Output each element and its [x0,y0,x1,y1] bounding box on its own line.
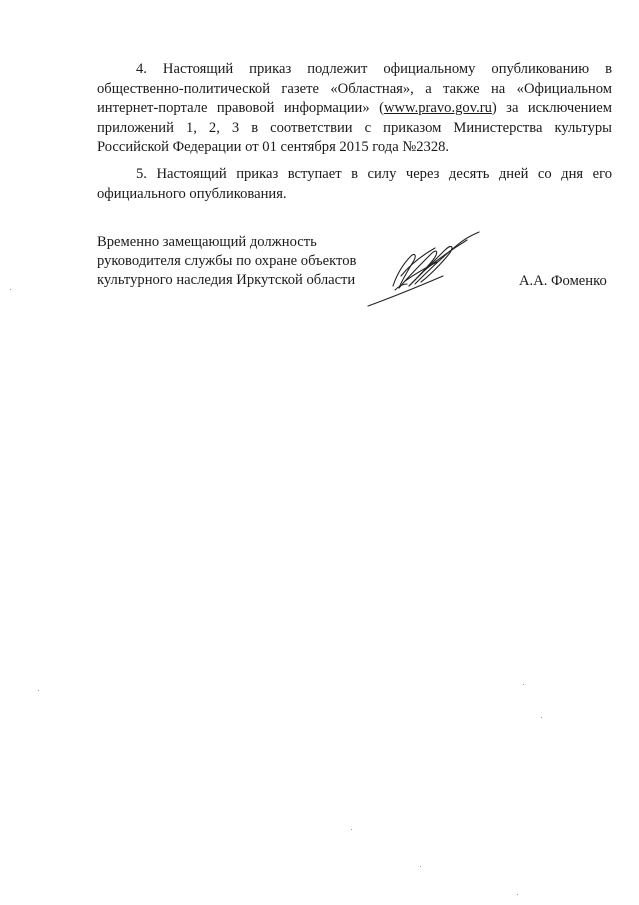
scan-speck [38,690,39,691]
scan-speck [523,684,524,685]
scan-speck [10,289,11,290]
paragraph-4-text-start: 4. Настоящий приказ подлежит официальному опубликованию в общественно-политической газете «Областная», а также на «Официальном интернет-портале правовой информации» ( [97,61,612,117]
signatory-name: А.А. Фоменко [519,273,607,289]
signatory-position [97,233,377,291]
paragraph-5: 5. Настоящий приказ вступает в силу через десять дней со дня его официального опубликования. [97,166,612,202]
scan-speck [351,829,352,830]
signatory-position-line-1: Временно замещающий должность [97,234,317,250]
signature-icon [365,226,490,311]
paragraph-4-text-end: ) за исключением приложений 1, 2, 3 в соответствии с приказом Министерства культуры Российской Федерации от 01 сентября 2015 года №2328. [97,100,613,156]
scan-speck [517,894,518,895]
scan-speck [541,717,542,718]
signatory-position-line-3: культурного наследия Иркутской области [97,272,356,289]
paragraph-4 [97,60,612,158]
scan-speck [420,866,421,867]
signatory-position-line-2: руководителя службы по охране объектов [97,253,357,270]
pravo-link[interactable]: www.pravo.gov.ru [383,100,492,117]
